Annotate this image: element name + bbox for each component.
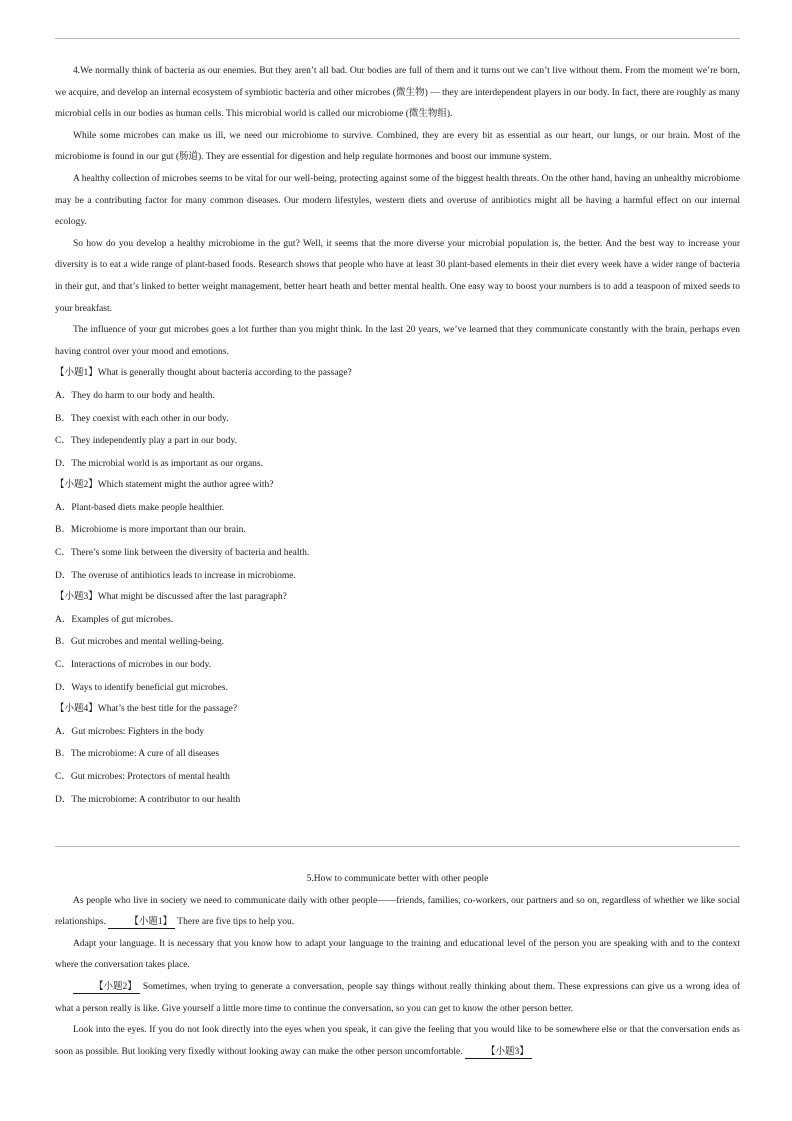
passage-paragraph bbox=[55, 977, 740, 1020]
answer-option[interactable]: D．The microbial world is as important as our organs. bbox=[55, 458, 263, 469]
question-2 bbox=[55, 475, 740, 587]
paragraph-text: Sometimes, when trying to generate a conversation, people say things without really thinking about them. These expressions can give us a wrong idea of what a person really is like. Give yourself a little more time to continue the conversation, so you can get to know the other person better. bbox=[55, 981, 740, 1014]
passage-paragraph bbox=[55, 1020, 740, 1063]
answer-option[interactable]: B．Gut microbes and mental welling-being. bbox=[55, 637, 225, 648]
answer-option[interactable]: B．They coexist with each other in our body. bbox=[55, 413, 229, 424]
passage-paragraph: While some microbes can make us ill, we need our microbiome to survive. Combined, they are every bit as essential as our heart, our lungs, or our brain. Most of the microbiome is found in our gut (肠道). They are essential for digestion and help regulate hormones and boost our immune system. bbox=[55, 130, 740, 163]
answer-option[interactable]: A．Examples of gut microbes. bbox=[55, 614, 174, 625]
passage-paragraph: Adapt your language. It is necessary that you know how to adapt your language to the training and educational level of the person you are speaking with and to the context where the conversation takes place. bbox=[55, 938, 740, 971]
passage-paragraph bbox=[55, 891, 740, 934]
answer-option[interactable]: A．They do harm to our body and health. bbox=[55, 390, 215, 401]
answer-option[interactable]: C．Gut microbes: Protectors of mental health bbox=[55, 772, 230, 782]
answer-option[interactable]: B．The microbiome: A cure of all diseases bbox=[55, 749, 220, 760]
answer-option[interactable]: C．They independently play a part in our body. bbox=[55, 436, 237, 447]
question-1 bbox=[55, 363, 740, 475]
paragraph-text: Look into the eyes. If you do not look directly into the eyes when you speak, it can give the feeling that you would like to be somewhere else or that the conversation ends as soon as possible. But looking very fixedly without looking away can make the other person uncomfortable. bbox=[55, 1025, 740, 1057]
section-divider bbox=[55, 846, 740, 847]
answer-blank[interactable]: 【小题2】 bbox=[73, 981, 140, 994]
passage-paragraph: So how do you develop a healthy microbiome in the gut? Well, it seems that the more diverse your microbial population is, the better. And the best way to increase your diversity is to eat a wide range of plant-based foods. Research shows that people who have at least 30 plant-based elements in their diet every week have a wider range of bacteria in their gut, and that’s linked to better weight management, better heart heath and better mental health. One easy way to boost your numbers is to add a teaspoon of mixed seeds to your breakfast. bbox=[55, 238, 740, 314]
question-3 bbox=[55, 587, 740, 699]
question-4 bbox=[55, 699, 740, 811]
answer-option[interactable]: C．There’s some link between the diversity of bacteria and health. bbox=[55, 548, 310, 559]
passage-paragraph: The influence of your gut microbes goes a lot further than you might think. In the last 20 years, we’ve learned that they communicate constantly with the brain, perhaps even having control over your mood and emotions. bbox=[55, 325, 740, 357]
answer-option[interactable]: A．Plant-based diets make people healthier. bbox=[55, 502, 225, 513]
question-stem: 【小题1】What is generally thought about bacteria according to the passage? bbox=[55, 368, 352, 379]
passage-paragraph: A healthy collection of microbes seems to be vital for our well-being, protecting against some of the biggest health threats. On the other hand, having an unhealthy microbiome may be a contributing factor for many common diseases. Our modern lifestyles, western diets and overuse of antibiotics might all be having a harmful effect on our internal ecology. bbox=[55, 173, 740, 228]
paragraph-text: As people who live in society we need to communicate daily with other people——friends, families, co-workers, our partners and so on, regardless of whether we like social relationships. bbox=[55, 895, 740, 928]
answer-option[interactable]: D．The microbiome: A contributor to our health bbox=[55, 794, 241, 805]
question-stem: 【小题3】What might be discussed after the last paragraph? bbox=[55, 592, 287, 603]
passage-title: 5.How to communicate better with other people bbox=[306, 874, 489, 884]
answer-option[interactable]: A．Gut microbes: Fighters in the body bbox=[55, 726, 205, 737]
question-stem: 【小题4】What’s the best title for the passage? bbox=[55, 704, 238, 715]
answer-blank[interactable]: 【小题3】 bbox=[465, 1046, 532, 1059]
paragraph-text: There are five tips to help you. bbox=[177, 917, 295, 928]
top-divider bbox=[55, 38, 740, 39]
answer-option[interactable]: B．Microbiome is more important than our brain. bbox=[55, 525, 246, 536]
answer-blank[interactable]: 【小题1】 bbox=[108, 916, 175, 929]
answer-option[interactable]: D．Ways to identify beneficial gut microbes. bbox=[55, 682, 228, 693]
section-4-passage bbox=[55, 61, 740, 811]
section-5-passage bbox=[55, 869, 740, 1063]
passage-paragraph: 4.We normally think of bacteria as our enemies. But they aren’t all bad. Our bodies are full of them and it turns out we can’t live without them. From the moment we’re born, we acquire, and develop an internal ecosystem of symbiotic bacteria and other microbes (微生物) — they are interdependent players in our body. In fact, there are roughly as many microbial cells in our bodies as human cells. This microbial world is called our microbiome (微生物组). bbox=[55, 66, 740, 120]
answer-option[interactable]: C．Interactions of microbes in our body. bbox=[55, 660, 212, 671]
question-stem: 【小题2】Which statement might the author agree with? bbox=[55, 480, 274, 491]
answer-option[interactable]: D．The overuse of antibiotics leads to increase in microbiome. bbox=[55, 570, 296, 581]
